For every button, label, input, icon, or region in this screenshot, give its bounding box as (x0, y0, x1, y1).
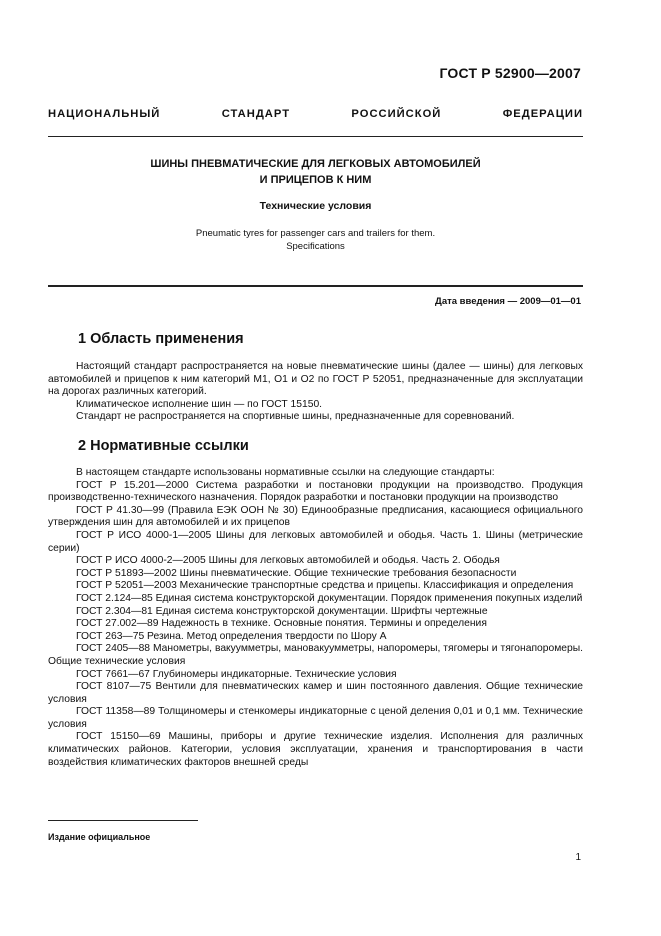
document-title-line2: И ПРИЦЕПОВ К НИМ (259, 174, 372, 186)
title-block (48, 156, 583, 253)
reference-item: ГОСТ Р 52051—2003 Механические транспортные средства и прицепы. Классификация и определения (76, 580, 574, 592)
reference-item: ГОСТ 11358—89 Толщиномеры и стенкомеры индикаторные с ценой деления 0,01 и 0,1 мм. Технические условия (48, 706, 583, 730)
reference-item: ГОСТ Р 51893—2002 Шины пневматические. Общие технические требования безопасности (76, 567, 517, 579)
reference-item: ГОСТ 263—75 Резина. Метод определения твердости по Шору А (76, 630, 387, 642)
section2-heading: 2 Нормативные ссылки (78, 438, 249, 454)
reference-item: ГОСТ 2.304—81 Единая система конструкторской документации. Шрифты чертежные (76, 605, 488, 617)
reference-item: ГОСТ 7661—67 Глубиномеры индикаторные. Технические условия (76, 668, 397, 680)
english-title-line1: Pneumatic tyres for passenger cars and trailers for them. (195, 228, 436, 239)
reference-item: ГОСТ 2405—88 Манометры, вакуумметры, мановакуумметры, напоромеры, тягомеры и тягонапоромеры. Общие технические условия (48, 643, 583, 667)
title-divider (48, 285, 583, 287)
section2-body (48, 467, 583, 769)
paragraph: В настоящем стандарте использованы нормативные ссылки на следующие стандарты: (76, 467, 495, 478)
national-standard-heading: НАЦИОНАЛЬНЫЙ СТАНДАРТ РОССИЙСКОЙ ФЕДЕРАЦИИ (48, 108, 583, 120)
section1-body (48, 361, 583, 424)
document-code: ГОСТ Р 52900—2007 (439, 65, 581, 81)
english-title-line2: Specifications (286, 241, 345, 252)
reference-item: ГОСТ Р ИСО 4000-2—2005 Шины для легковых автомобилей и ободья. Часть 2. Ободья (76, 555, 500, 567)
introduction-date: Дата введения — 2009—01—01 (435, 296, 581, 307)
document-subtitle: Технические условия (259, 200, 372, 212)
document-title-line1: ШИНЫ ПНЕВМАТИЧЕСКИЕ ДЛЯ ЛЕГКОВЫХ АВТОМОБИЛЕЙ (150, 158, 481, 170)
paragraph: Настоящий стандарт распространяется на новые пневматические шины (далее — шины) для легковых автомобилей и прицепов к ним категорий М1, О1 и О2 по ГОСТ Р 52051, предназначенные для эксплуатации на дорогах различных категорий. (48, 361, 583, 398)
reference-item: ГОСТ Р ИСО 4000-1—2005 Шины для легковых автомобилей и ободья. Часть 1. Шины (метрические серии) (48, 529, 583, 554)
paragraph: Климатическое исполнение шин — по ГОСТ 15150. (76, 398, 323, 410)
official-edition-label: Издание официальное (48, 832, 151, 842)
reference-item: ГОСТ 8107—75 Вентили для пневматических камер и шин постоянного давления. Общие технические условия (48, 681, 583, 705)
top-divider (48, 136, 583, 137)
footer-divider (48, 820, 198, 821)
reference-item: ГОСТ Р 15.201—2000 Система разработки и постановки продукции на производство. Продукция производственно-технического назначения. Порядок разработки и постановки продукции на производство (48, 479, 583, 504)
reference-item: ГОСТ 2.124—85 Единая система конструкторской документации. Порядок применения покупных изделий (76, 592, 583, 604)
reference-item: ГОСТ 15150—69 Машины, приборы и другие технические изделия. Исполнения для различных климатических районов. Категории, условия эксплуатации, хранения и транспортирования в части воздействия климатических факторов внешней среды (48, 731, 583, 768)
page-number: 1 (575, 852, 581, 863)
paragraph: Стандарт не распространяется на спортивные шины, предназначенные для соревнований. (76, 411, 515, 423)
reference-item: ГОСТ 27.002—89 Надежность в технике. Основные понятия. Термины и определения (76, 618, 487, 630)
reference-item: ГОСТ Р 41.30—99 (Правила ЕЭК ООН № 30) Единообразные предписания, касающиеся официального утверждения шин для автомобилей и их прицепов (48, 504, 583, 529)
section1-heading: 1 Область применения (78, 331, 244, 347)
